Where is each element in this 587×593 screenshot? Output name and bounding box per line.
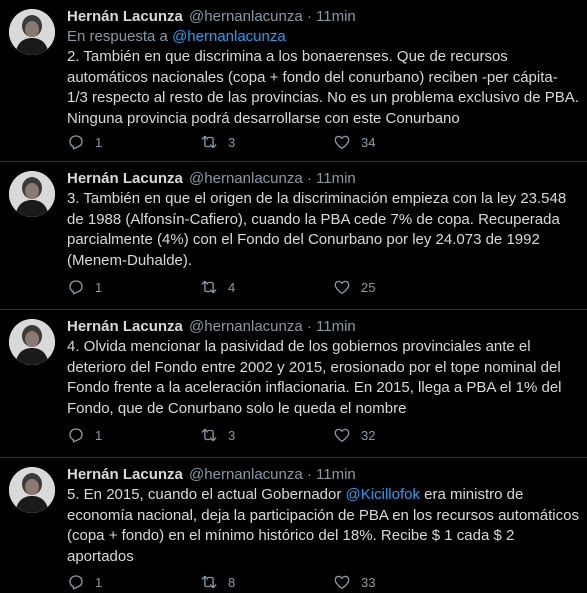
tweet-text: 3. También en que el origen de la discriminación empieza con la ley 23.548 de 1988 (Alfonsín-Cafiero), cuando la PBA cede 7% de copa. Recuperada parcialmente (4%) con el Fondo del Conurbano por ley 24.073 de 1992 (Menem-Duhalde). — [67, 190, 567, 269]
like-button[interactable] — [333, 573, 466, 591]
timestamp[interactable]: 11min — [316, 466, 356, 483]
tweet-actions — [67, 425, 579, 445]
author-handle[interactable]: @hernanlacunza — [189, 8, 303, 25]
author-handle[interactable]: @hernanlacunza — [189, 466, 303, 483]
like-count: 33 — [361, 574, 376, 590]
retweet-count: 8 — [228, 574, 236, 590]
retweet-icon — [200, 278, 218, 296]
reply-count: 1 — [95, 427, 103, 443]
retweet-icon — [200, 426, 218, 444]
tweet-actions — [67, 572, 579, 592]
retweet-button[interactable] — [200, 573, 333, 591]
author-name[interactable]: Hernán Lacunza — [67, 170, 183, 187]
like-count: 25 — [361, 279, 376, 295]
like-icon — [333, 426, 351, 444]
avatar[interactable] — [9, 467, 55, 513]
tweet[interactable] — [0, 162, 587, 310]
retweet-count: 3 — [228, 427, 236, 443]
reply-button[interactable] — [67, 573, 200, 591]
retweet-icon — [200, 573, 218, 591]
tweet-header — [67, 7, 579, 26]
author-name[interactable]: Hernán Lacunza — [67, 318, 183, 335]
reply-count: 1 — [95, 574, 103, 590]
reply-icon — [67, 573, 85, 591]
reply-count: 1 — [95, 134, 103, 150]
timestamp[interactable]: 11min — [316, 8, 356, 25]
mention-link[interactable]: @Kicillofok — [345, 486, 420, 503]
like-button[interactable] — [333, 278, 466, 296]
reply-icon — [67, 133, 85, 151]
tweet-header — [67, 169, 579, 188]
like-count: 32 — [361, 427, 376, 443]
reply-button[interactable] — [67, 426, 200, 444]
replying-to — [67, 27, 579, 46]
like-icon — [333, 278, 351, 296]
avatar[interactable] — [9, 319, 55, 365]
reply-button[interactable] — [67, 133, 200, 151]
timestamp[interactable]: 11min — [316, 170, 356, 187]
replying-to-mention[interactable]: @hernanlacunza — [172, 28, 286, 45]
retweet-count: 3 — [228, 134, 236, 150]
separator-dot: · — [306, 318, 312, 335]
retweet-count: 4 — [228, 279, 236, 295]
avatar[interactable] — [9, 9, 55, 55]
tweet-text: 4. Olvida mencionar la pasividad de los gobiernos provinciales ante el deterioro del Fondo entre 2002 y 2015, erosionado por el tope nominal del Fondo frente a la aceleración inflacionaria. En 2015, llega a PBA el 1% del Fondo, que de Conurbano solo le queda el nombre — [67, 338, 562, 417]
reply-icon — [67, 278, 85, 296]
replying-prefix: En respuesta a — [67, 28, 168, 45]
tweet[interactable] — [0, 0, 587, 162]
separator-dot: · — [306, 8, 312, 25]
tweet[interactable] — [0, 458, 587, 593]
reply-count: 1 — [95, 279, 103, 295]
author-name[interactable]: Hernán Lacunza — [67, 8, 183, 25]
like-icon — [333, 133, 351, 151]
tweet-header — [67, 465, 579, 484]
retweet-button[interactable] — [200, 426, 333, 444]
tweet-header — [67, 317, 579, 336]
tweet[interactable] — [0, 310, 587, 458]
retweet-button[interactable] — [200, 133, 333, 151]
tweet-actions — [67, 132, 579, 152]
reply-button[interactable] — [67, 278, 200, 296]
reply-icon — [67, 426, 85, 444]
tweet-text: 2. También en que discrimina a los bonaerenses. Que de recursos automáticos nacionales (copa + fondo del conurbano) reciben -per cápita- 1/3 respecto al resto de las provincias. No es un problema exclusivo de PBA. Ninguna provincia podrá desarrollarse con este Conurbano — [67, 48, 579, 127]
tweet-text-before: 5. En 2015, cuando el actual Gobernador — [67, 486, 346, 503]
retweet-button[interactable] — [200, 278, 333, 296]
separator-dot: · — [306, 466, 312, 483]
like-button[interactable] — [333, 133, 466, 151]
tweet-text-after: era ministro de economía nacional, deja la participación de PBA en los recursos automáticos (copa + fondo) en el mínimo histórico del 18%. Recibe $ 1 cada $ 2 aportados — [67, 486, 579, 565]
tweet-actions — [67, 277, 579, 297]
avatar[interactable] — [9, 171, 55, 217]
separator-dot: · — [306, 170, 312, 187]
author-handle[interactable]: @hernanlacunza — [189, 170, 303, 187]
timestamp[interactable]: 11min — [316, 318, 356, 335]
tweet-text — [67, 485, 579, 567]
like-count: 34 — [361, 134, 376, 150]
author-name[interactable]: Hernán Lacunza — [67, 466, 183, 483]
like-button[interactable] — [333, 426, 466, 444]
author-handle[interactable]: @hernanlacunza — [189, 318, 303, 335]
retweet-icon — [200, 133, 218, 151]
like-icon — [333, 573, 351, 591]
